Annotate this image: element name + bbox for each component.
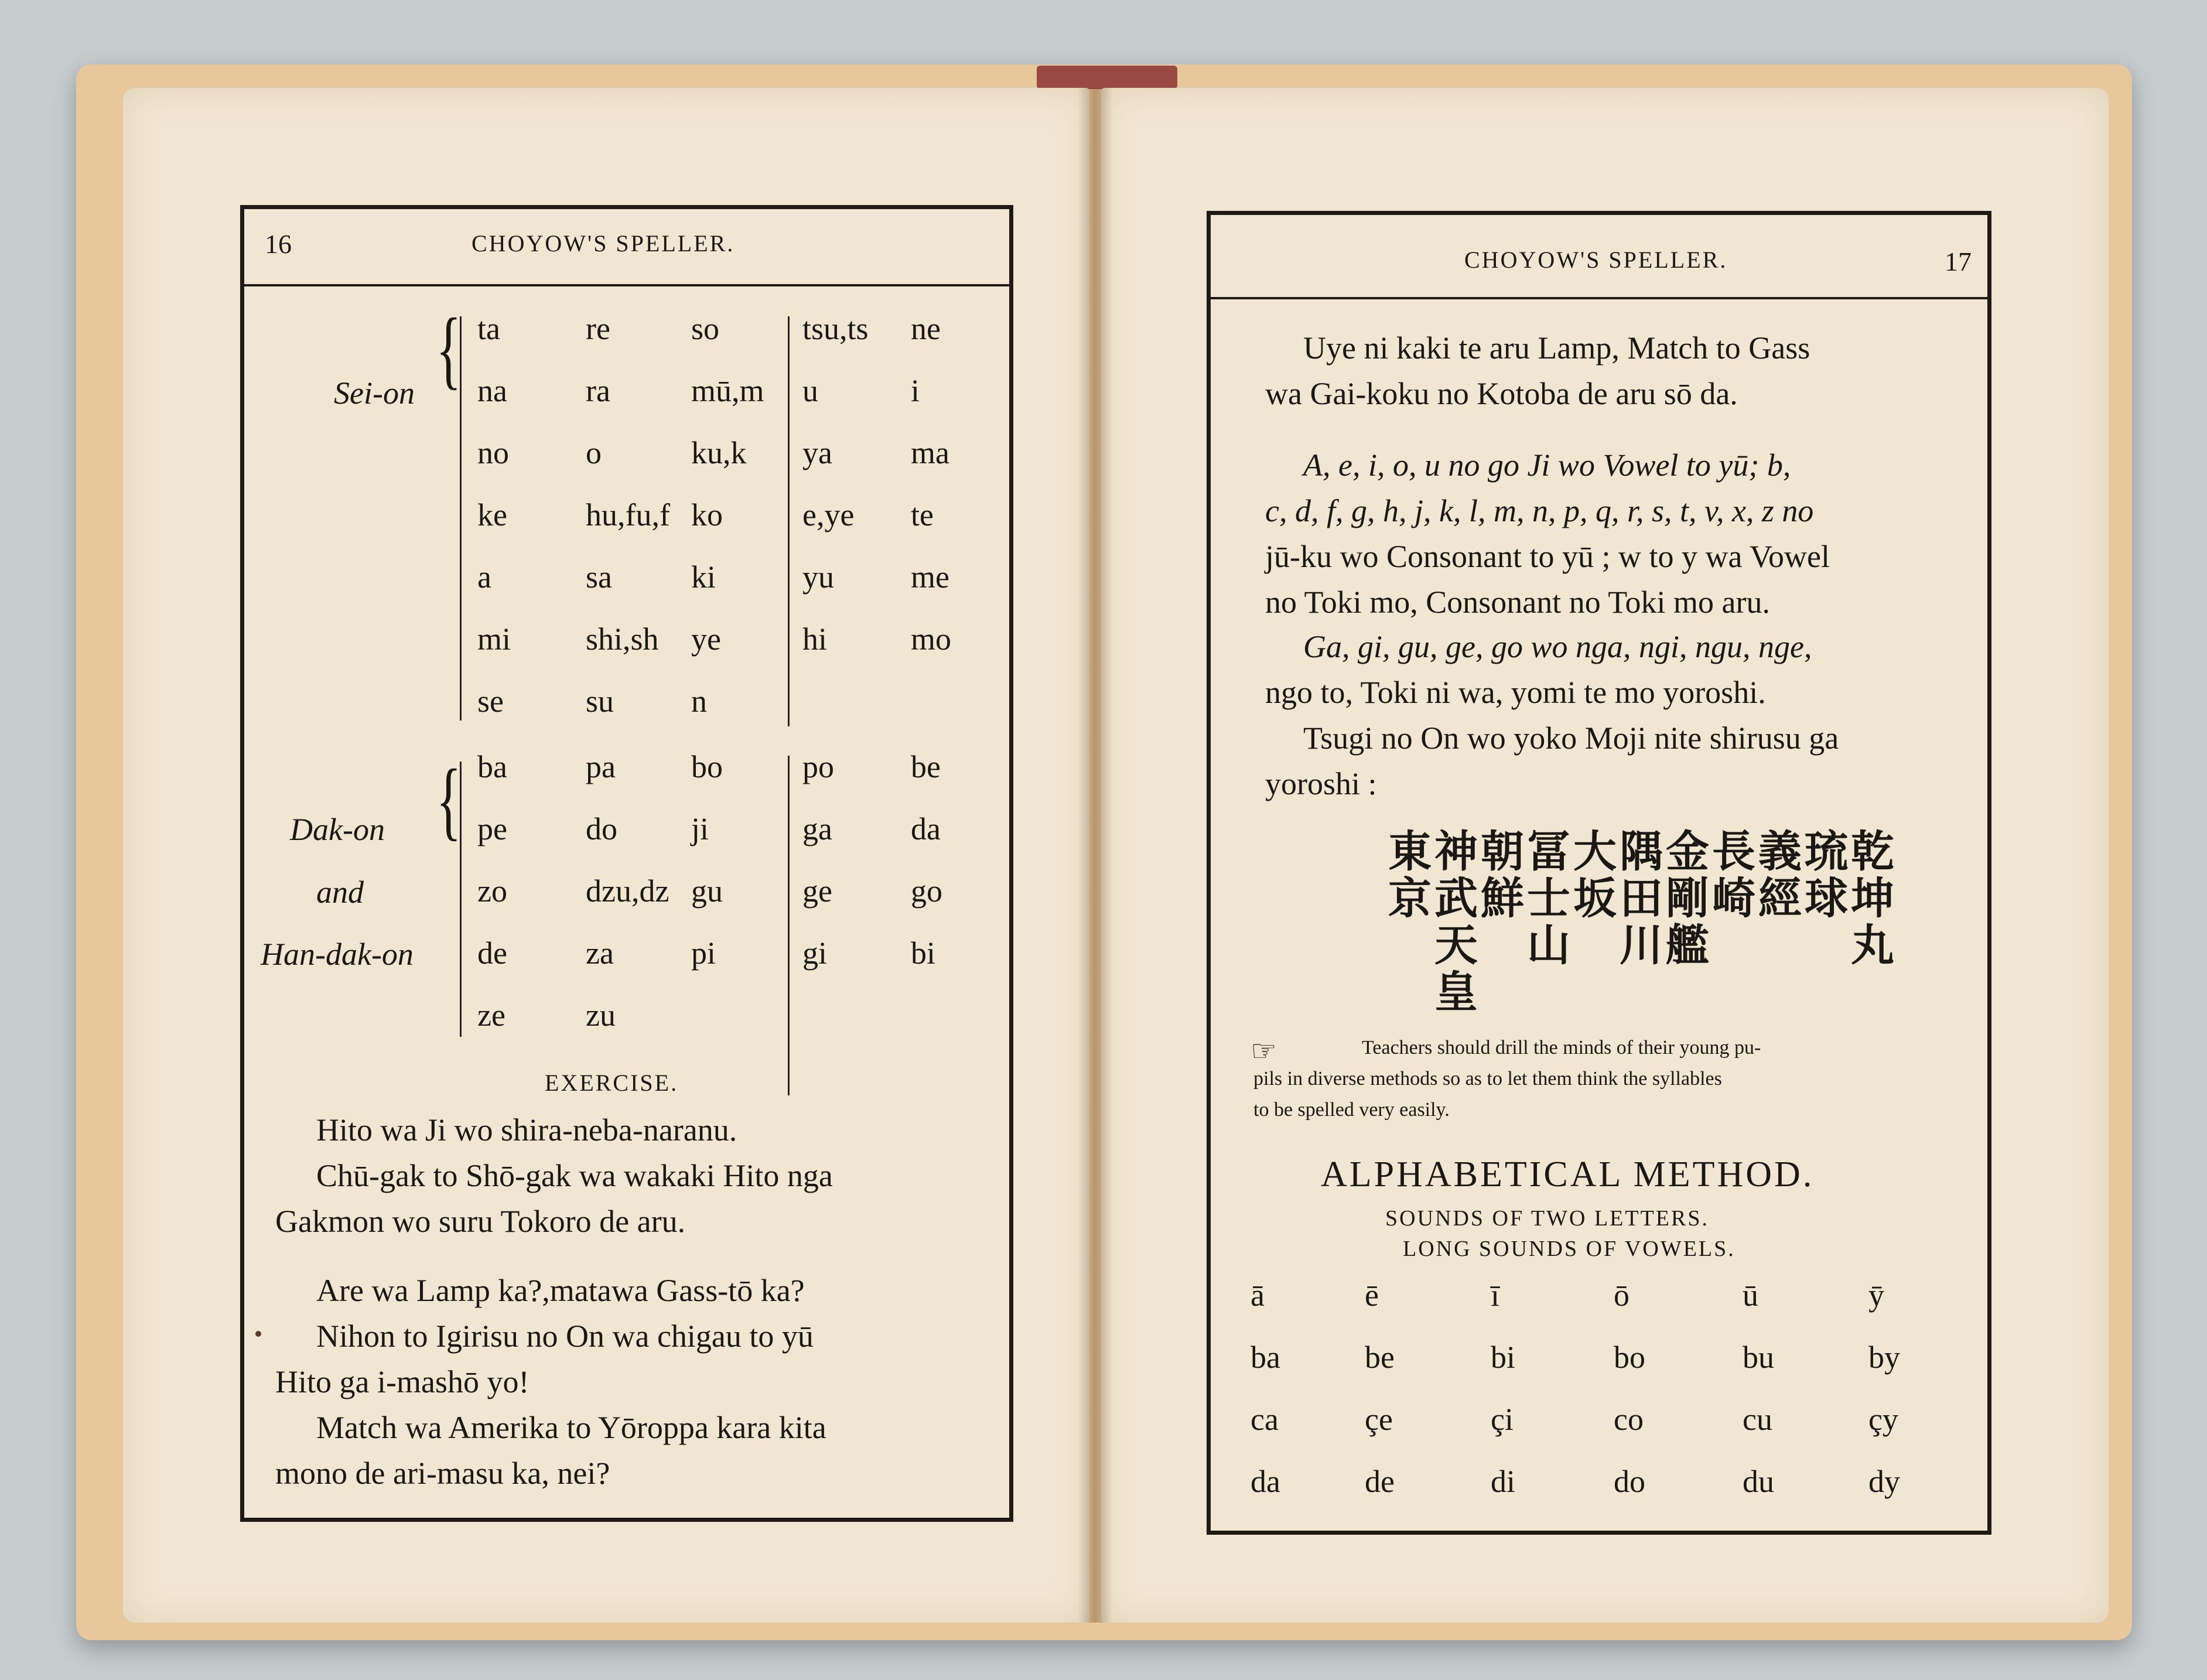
right-page-number: 17 bbox=[1945, 247, 1972, 276]
dak-on-cell: pa bbox=[586, 749, 616, 784]
sei-on-cell: hu,fu,f bbox=[586, 497, 670, 532]
syllable-cell: ba bbox=[1251, 1340, 1280, 1375]
para3-line-1: Ga, gi, gu, ge, go wo nga, ngi, ngu, nge, bbox=[1303, 629, 1812, 664]
kanji-char: 武 bbox=[1434, 873, 1478, 924]
sei-on-cell: u bbox=[802, 373, 818, 408]
section-subheading-1: SOUNDS OF TWO LETTERS. bbox=[1385, 1206, 1709, 1231]
left-running-head: CHOYOW'S SPELLER. bbox=[472, 230, 735, 257]
dak-on-cell: bi bbox=[911, 935, 936, 971]
kanji-char: 天 bbox=[1434, 920, 1478, 971]
section-subheading-2: LONG SOUNDS OF VOWELS. bbox=[1403, 1237, 1735, 1261]
dak-on-cell: ze bbox=[477, 998, 505, 1033]
sei-on-cell: o bbox=[586, 435, 602, 470]
kanji-char: 山 bbox=[1527, 920, 1570, 971]
kanji-char: 丸 bbox=[1851, 920, 1894, 971]
sei-on-cell: ne bbox=[911, 311, 941, 346]
sei-on-cell: e,ye bbox=[802, 497, 855, 532]
para3-line-2: ngo to, Toki ni wa, yomi te mo yoroshi. bbox=[1265, 675, 1766, 710]
syllable-cell: çe bbox=[1365, 1402, 1393, 1437]
sei-on-cell: a bbox=[477, 559, 491, 595]
long-vowel-cell: ō bbox=[1614, 1278, 1629, 1313]
kanji-char: 京 bbox=[1388, 873, 1432, 924]
exercise-line-3: Gakmon wo suru Tokoro de aru. bbox=[275, 1204, 686, 1239]
para1-line-1: Uye ni kaki te aru Lamp, Match to Gass bbox=[1303, 330, 1810, 366]
ink-dot bbox=[255, 1331, 261, 1337]
kanji-char: 經 bbox=[1758, 873, 1802, 924]
sei-on-cell: ta bbox=[477, 311, 500, 346]
long-vowel-cell: ī bbox=[1491, 1278, 1500, 1313]
sei-on-cell: so bbox=[691, 311, 720, 346]
kanji-char: 金 bbox=[1666, 827, 1709, 877]
exercise-line-6: Hito ga i-mashō yo! bbox=[275, 1364, 529, 1399]
exercise-line-1: Hito wa Ji wo shira-neba-naranu. bbox=[316, 1112, 737, 1148]
dak-on-cell: gu bbox=[691, 873, 723, 909]
note-line-3: to be spelled very easily. bbox=[1253, 1099, 1450, 1121]
sei-on-cell: ku,k bbox=[691, 435, 747, 470]
label-dak-on: Dak-on bbox=[290, 812, 385, 847]
exercise-heading: EXERCISE. bbox=[545, 1070, 679, 1096]
dak-on-cell: de bbox=[477, 935, 507, 971]
long-vowel-cell: ȳ bbox=[1868, 1278, 1884, 1313]
sei-on-cell: ke bbox=[477, 497, 507, 532]
label-and: and bbox=[316, 875, 364, 910]
exercise-line-8: mono de ari-masu ka, nei? bbox=[275, 1456, 610, 1491]
sei-on-cell: shi,sh bbox=[586, 622, 659, 657]
sei-on-cell: mū,m bbox=[691, 373, 764, 408]
para2-line-4: no Toki mo, Consonant no Toki mo aru. bbox=[1265, 585, 1770, 620]
dak-on-cell: pi bbox=[691, 935, 716, 971]
exercise-line-7: Match wa Amerika to Yōroppa kara kita bbox=[316, 1410, 826, 1445]
sei-on-cell: yu bbox=[802, 559, 834, 595]
dak-on-cell: za bbox=[586, 935, 614, 971]
dak-on-cell: dzu,dz bbox=[586, 873, 669, 909]
sei-on-cell: ki bbox=[691, 559, 716, 595]
kanji-char: 隅 bbox=[1620, 827, 1663, 877]
para4-line-2: yoroshi : bbox=[1265, 766, 1377, 801]
long-vowel-cell: ē bbox=[1365, 1278, 1379, 1313]
para4-line-1: Tsugi no On wo yoko Moji nite shirusu ga bbox=[1303, 721, 1839, 756]
kanji-char: 乾 bbox=[1851, 827, 1894, 877]
syllable-cell: du bbox=[1743, 1464, 1774, 1499]
note-line-2: pils in diverse methods so as to let them think the syllables bbox=[1253, 1068, 1722, 1090]
dak-on-cell: be bbox=[911, 749, 941, 784]
dak-on-cell: gi bbox=[802, 935, 828, 971]
sei-on-cell: mo bbox=[911, 622, 952, 657]
sei-on-cell: me bbox=[911, 559, 949, 595]
kanji-char: 球 bbox=[1805, 873, 1848, 924]
para2-line-2: c, d, f, g, h, j, k, l, m, n, p, q, r, s, t, v, x, z no bbox=[1265, 493, 1814, 528]
kanji-char: 川 bbox=[1620, 920, 1663, 971]
sei-on-cell: ma bbox=[911, 435, 949, 470]
kanji-char: 皇 bbox=[1434, 967, 1478, 1017]
dak-on-cell: ba bbox=[477, 749, 507, 784]
sei-on-right-bar bbox=[788, 316, 790, 726]
kanji-char: 長 bbox=[1712, 827, 1755, 877]
syllable-cell: cu bbox=[1743, 1402, 1772, 1437]
kanji-char: 朝 bbox=[1481, 827, 1524, 877]
sei-on-cell: mi bbox=[477, 622, 511, 657]
dak-on-cell: ji bbox=[691, 811, 709, 846]
syllable-cell: ca bbox=[1251, 1402, 1279, 1437]
dak-on-cell: da bbox=[911, 811, 941, 846]
syllable-cell: by bbox=[1868, 1340, 1900, 1375]
kanji-char: 艦 bbox=[1666, 920, 1709, 971]
syllable-cell: çi bbox=[1491, 1402, 1514, 1437]
dak-on-right-bar bbox=[788, 756, 790, 1095]
label-sei-on: Sei-on bbox=[334, 375, 415, 411]
sei-on-cell: ko bbox=[691, 497, 723, 532]
sei-on-cell: sa bbox=[586, 559, 612, 595]
dak-on-cell: ge bbox=[802, 873, 832, 909]
book-gutter bbox=[1078, 88, 1113, 1623]
sei-on-cell: hi bbox=[802, 622, 828, 657]
syllable-cell: bi bbox=[1491, 1340, 1516, 1375]
kanji-char: 坤 bbox=[1851, 873, 1894, 924]
long-vowel-cell: ā bbox=[1251, 1278, 1265, 1313]
sei-on-cell: re bbox=[586, 311, 610, 346]
para2-line-1: A, e, i, o, u no go Ji wo Vowel to yū; b, bbox=[1303, 448, 1791, 483]
sei-on-cell: su bbox=[586, 684, 614, 719]
left-page-number: 16 bbox=[265, 229, 292, 259]
brace-dak-on: { bbox=[436, 752, 462, 849]
right-header-rule bbox=[1211, 297, 1987, 299]
pointing-hand-icon: ☞ bbox=[1251, 1034, 1277, 1067]
kanji-char: 崎 bbox=[1712, 873, 1755, 924]
para1-line-2: wa Gai-koku no Kotoba de aru sō da. bbox=[1265, 376, 1738, 411]
dak-on-cell: zu bbox=[586, 998, 616, 1033]
sei-on-cell: ya bbox=[802, 435, 832, 470]
kanji-char: 士 bbox=[1527, 873, 1570, 924]
sei-on-cell: ra bbox=[586, 373, 610, 408]
syllable-cell: dy bbox=[1868, 1464, 1900, 1499]
exercise-line-2: Chū-gak to Shō-gak wa wakaki Hito nga bbox=[316, 1158, 833, 1193]
dak-on-cell: pe bbox=[477, 811, 507, 846]
exercise-line-5: Nihon to Igirisu no On wa chigau to yū bbox=[316, 1319, 814, 1354]
sei-on-cell: te bbox=[911, 497, 934, 532]
spine-ribbon bbox=[1037, 66, 1177, 89]
sei-on-cell: ye bbox=[691, 622, 721, 657]
kanji-char: 大 bbox=[1573, 827, 1617, 877]
kanji-char: 鮮 bbox=[1481, 873, 1524, 924]
right-running-head: CHOYOW'S SPELLER. bbox=[1464, 247, 1728, 273]
left-header-rule bbox=[244, 284, 1009, 286]
sei-on-cell: se bbox=[477, 684, 504, 719]
sei-on-cell: i bbox=[911, 373, 920, 408]
kanji-char: 東 bbox=[1388, 827, 1432, 877]
dak-on-cell: po bbox=[802, 749, 834, 784]
kanji-char: 琉 bbox=[1805, 827, 1848, 877]
syllable-cell: de bbox=[1365, 1464, 1395, 1499]
sei-on-cell: no bbox=[477, 435, 509, 470]
long-vowel-cell: ū bbox=[1743, 1278, 1758, 1313]
syllable-cell: bu bbox=[1743, 1340, 1774, 1375]
dak-on-cell: go bbox=[911, 873, 942, 909]
para2-line-3: jū-ku wo Consonant to yū ; w to y wa Vowel bbox=[1265, 539, 1830, 574]
sei-on-left-bar bbox=[460, 316, 462, 721]
syllable-cell: bo bbox=[1614, 1340, 1645, 1375]
exercise-line-4: Are wa Lamp ka?,matawa Gass-tō ka? bbox=[316, 1273, 805, 1308]
section-heading: ALPHABETICAL METHOD. bbox=[1321, 1155, 1815, 1194]
note-line-1: Teachers should drill the minds of their young pu- bbox=[1362, 1037, 1761, 1058]
label-han-dak-on: Han-dak-on bbox=[261, 937, 414, 972]
syllable-cell: be bbox=[1365, 1340, 1395, 1375]
syllable-cell: co bbox=[1614, 1402, 1644, 1437]
dak-on-cell: zo bbox=[477, 873, 507, 909]
sei-on-cell: na bbox=[477, 373, 507, 408]
sei-on-cell: tsu,ts bbox=[802, 311, 869, 346]
syllable-cell: da bbox=[1251, 1464, 1280, 1499]
brace-sei-on: { bbox=[436, 301, 462, 398]
kanji-char: 神 bbox=[1434, 827, 1478, 877]
kanji-char: 冨 bbox=[1527, 827, 1570, 877]
syllable-cell: di bbox=[1491, 1464, 1516, 1499]
kanji-char: 田 bbox=[1620, 873, 1663, 924]
syllable-cell: do bbox=[1614, 1464, 1645, 1499]
dak-on-left-bar bbox=[460, 762, 462, 1037]
dak-on-cell: bo bbox=[691, 749, 723, 784]
kanji-char: 義 bbox=[1758, 827, 1802, 877]
dak-on-cell: ga bbox=[802, 811, 832, 846]
dak-on-cell: do bbox=[586, 811, 617, 846]
kanji-char: 剛 bbox=[1666, 873, 1709, 924]
kanji-char: 坂 bbox=[1573, 873, 1617, 924]
sei-on-cell: n bbox=[691, 684, 707, 719]
syllable-cell: çy bbox=[1868, 1402, 1898, 1437]
